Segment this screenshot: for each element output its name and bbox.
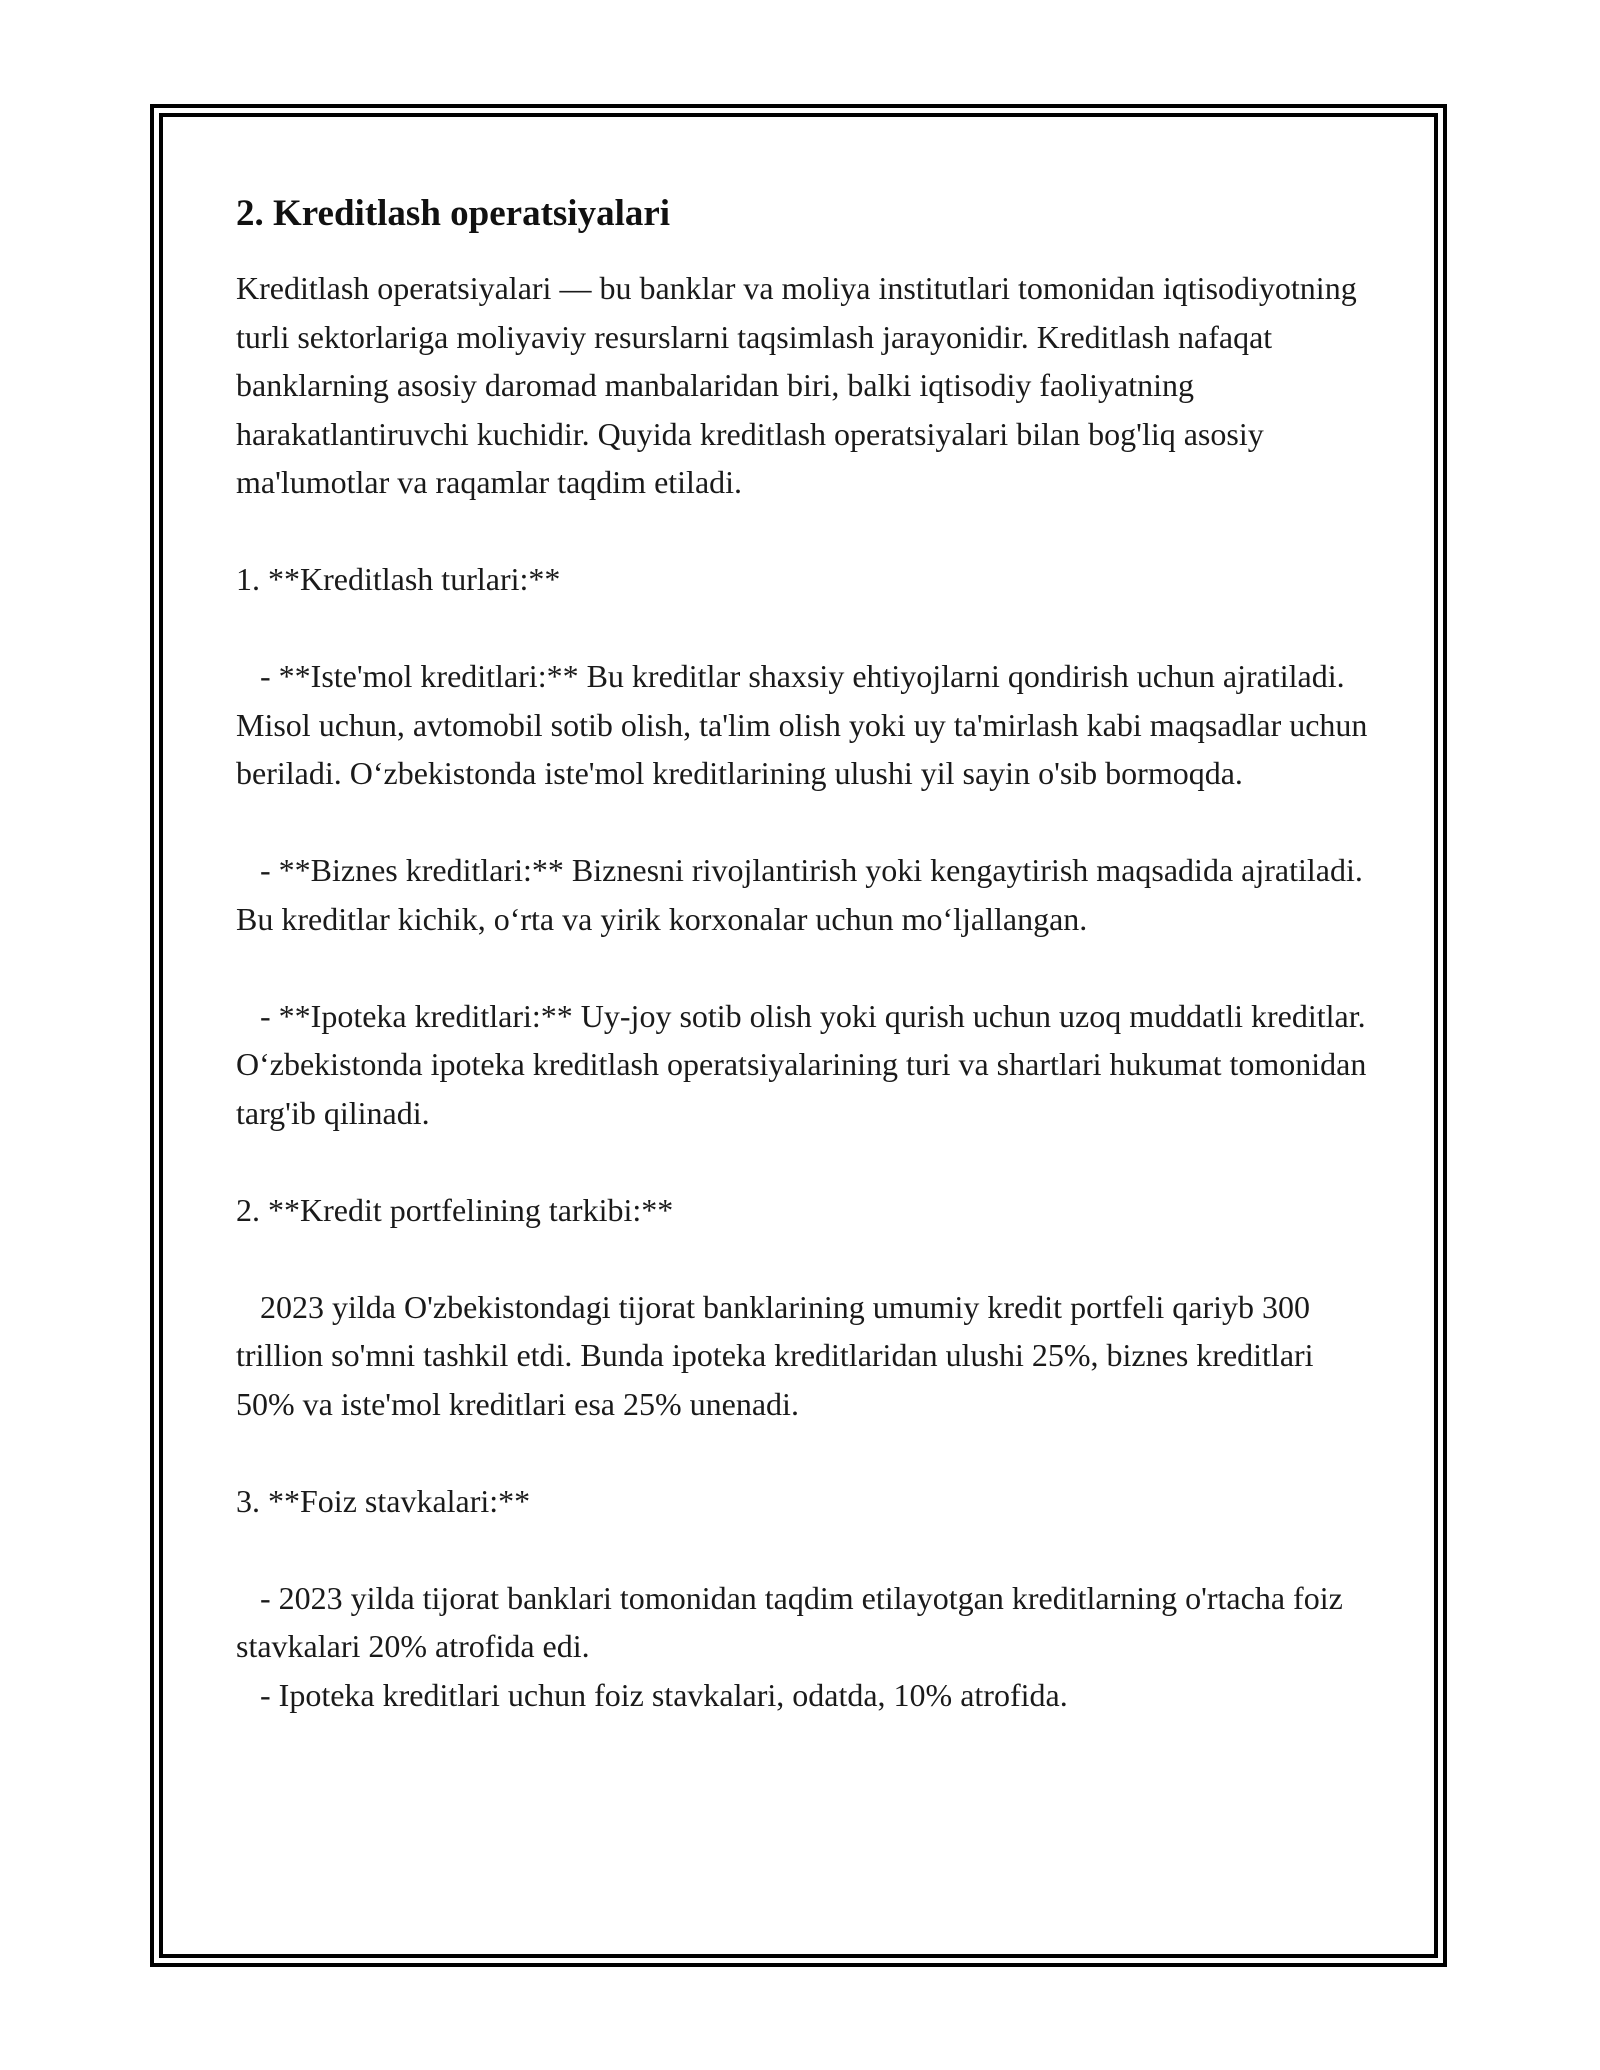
portfolio-paragraph: 2023 yilda O'zbekistondagi tijorat banklarining umumiy kredit portfeli qariyb 300 trillion so'mni tashkil etdi. Bunda ipoteka kreditlaridan ulushi 25%, biznes kreditlari 50% va iste'mol kreditlari esa 25% unenadi. [236,1288,1322,1422]
list-heading-portfolio: 2. **Kredit portfelining tarkibi:** [236,1191,674,1228]
list-item-mortgage-rate: - Ipoteka kreditlari uchun foiz stavkalari, odatda, 10% atrofida. [236,1676,1068,1713]
list-item-average-rate: - 2023 yilda tijorat banklari tomonidan taqdim etilayotgan kreditlarning o'rtacha foiz stavkalari 20% atrofida edi. [236,1579,1351,1664]
list-item-business-credits: - **Biznes kreditlari:** Biznesni rivojlantirish yoki kengaytirish maqsadida ajratiladi. Bu kreditlar kichik, o‘rta va yirik korxonalar uchun mo‘ljallangan. [236,852,1371,937]
intro-paragraph: Kreditlash operatsiyalari — bu banklar va moliya institutlari tomonidan iqtisodiyotning turli sektorlariga moliyaviy resurslarni taqsimlash jarayonidir. Kreditlash nafaqat banklarning asosiy daromad manbalaridan biri, balki iqtisodiy faoliyatning harakatlantiruvchi kuchidir. Quyida kreditlash operatsiyalari bilan bog'liq asosiy ma'lumotlar va raqamlar taqdim etiladi. [236,270,1365,500]
spacer [236,943,1376,992]
spacer [236,1428,1376,1477]
spacer [236,604,1376,653]
list-heading-interest-rates: 3. **Foiz stavkalari:** [236,1482,531,1519]
document-body [236,188,1376,1719]
spacer [236,1234,1376,1283]
spacer [236,798,1376,847]
section-heading: 2. Kreditlash operatsiyalari [236,193,671,234]
list-heading-credit-types: 1. **Kreditlash turlari:** [236,561,561,597]
spacer [236,1525,1376,1574]
spacer [236,1137,1376,1186]
list-item-consumer-credits: - **Iste'mol kreditlari:** Bu kreditlar shaxsiy ehtiyojlarni qondirish uchun ajratiladi. Misol uchun, avtomobil sotib olish, ta'lim olish yoki uy ta'mirlash kabi maqsadlar uchun beriladi. O‘zbekistonda iste'mol kreditlarining ulushi yil sayin o'sib bormoqda. [236,658,1376,791]
list-item-mortgage-credits: - **Ipoteka kreditlari:** Uy-joy sotib olish yoki qurish uchun uzoq muddatli kreditlar. O‘zbekistonda ipoteka kreditlash operatsiyalarining turi va shartlari hukumat tomonidan targ'ib qilinadi. [236,997,1375,1131]
spacer [236,507,1376,556]
